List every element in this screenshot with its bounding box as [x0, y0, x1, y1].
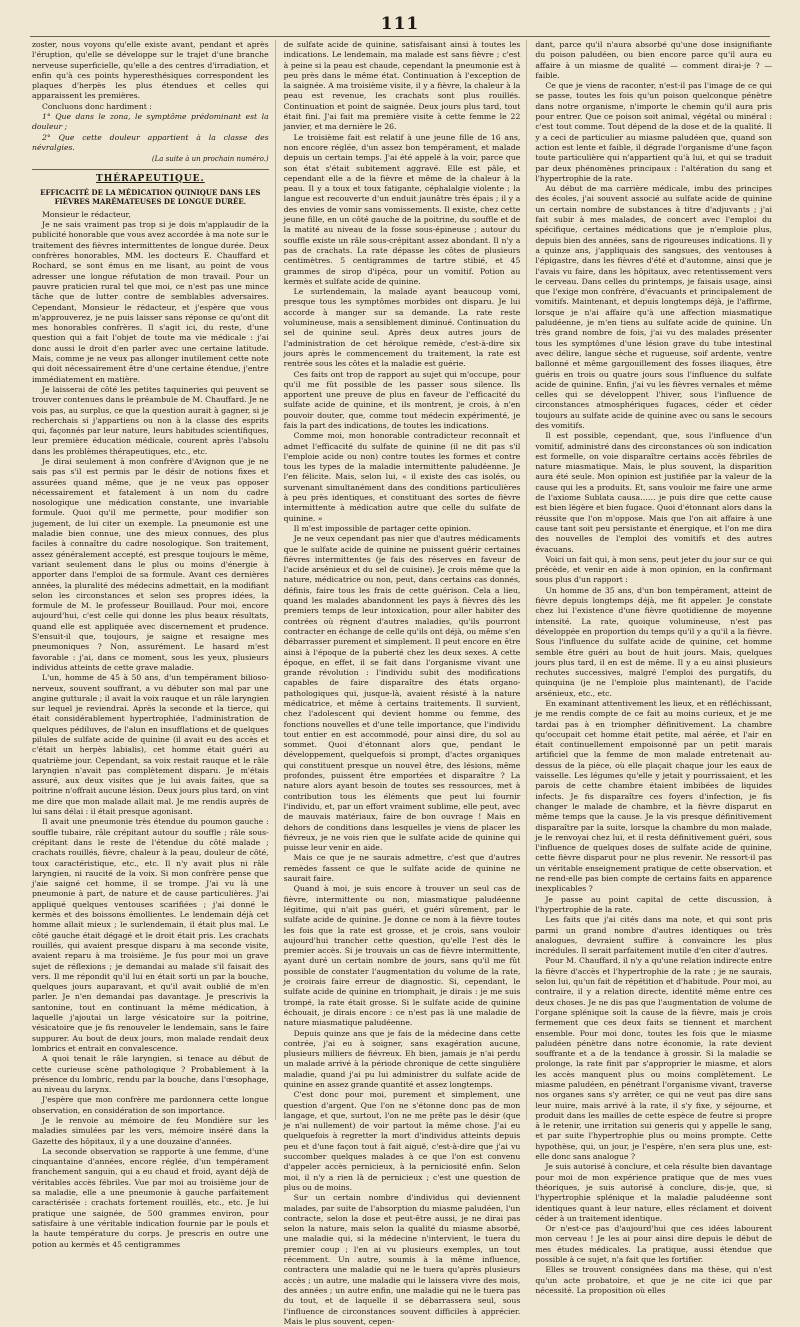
- paragraph: Je le renvoie au mémoire de feu Mondière sur les maladies simulées par les vers, mémoire inséré dans la Gazette des hôpitaux, il y a une douzaine d'années.: [32, 1115, 269, 1146]
- paragraph: Je suis autorisé à conclure, et cela résulte bien davantage pour moi de mon expérience pratique que de mes vues théoriques, je suis autorisé à conclure, dis-je, que, si l'hypertrophie splénique et la maladie paludéenne sont identiques quant à leur nature, elles réclament et doivent céder à un traitement identique.: [535, 1162, 773, 1223]
- paragraph: de sulfate acide de quinine, satisfaisant ainsi à toutes les indications. Le lendemain, ma malade est sans fièvre ; c'est à peine si la peau est chaude, cependant la pneumonie est à peu près dans le même état. Continuation à l'exception de la saignée. A ma troisième visite, il y a fièvre, la chaleur à la peau est revenue, les crachats sont plus rouillés. Continuation et point de saignée. Deux jours plus tard, tout était fini. J'ai fait ma première visite à cette femme le 22 janvier, et ma dernière le 26.: [283, 40, 521, 132]
- paragraph: Voici un fait qui, à mon sens, peut jeter du jour sur ce qui précède, et venir en aide à mon opinion, en la confirmant sous plus d'un rapport :: [535, 554, 773, 585]
- paragraph: Je ne veux cependant pas nier que d'autres médicaments que le sulfate acide de quinine ne puissent guérir certaines fièvres intermittentes (je fais des réserves en faveur de l'acide arsénieux et du sel de cuisine). Je crois même que la nature, médicatrice ou non, peut, dans certains cas donnés, définis, faire tous les frais de cette guérison. Cela a lieu, quand les malades abandonnent les pays à fièvres dès les premiers temps de leur intoxication, pour aller habiter des contrées où règnent d'autres maladies, qu'ils pourront contracter en échange de celle qu'ils ont déjà, ou même s'en débarrasser purement et simplement. Il peut encore en être ainsi à l'époque de la puberté chez les deux sexes. A cette époque, en effet, il se fait dans l'organisme vivant une grande révolution : l'individu subit des modifications capables de faire disparaître des états organo-pathologiques qui, jusque-là, avaient résisté à la nature médicatrice, et même à certains traitements. Il survient, chez l'adolescent qui devient homme ou femme, des fonctions nouvelles et d'une telle importance, que l'individu tout entier en est accommodé, pour ainsi dire, du sol au sommet. Quoi d'étonnant alors que, pendant le développement, quelquefois si prompt, d'actes organiques qui constituent presque un nouvel être, des lésions, même profondes, puissent être emportées et disparaître ? La nature alors ayant besoin de toutes ses ressources, met à contribution tous les éléments que peut lui fournir l'individu, et, par un effort vraiment sublime, elle peut, avec de mauvais matériaux, faire de bon ouvrage ! Mais en dehors de conditions dans lesquelles je viens de placer les fiévreux, je ne vois rien que le sulfate acide de quinine qui puisse leur venir en aide.: [283, 534, 521, 853]
- paragraph: Il avait une pneumonie très étendue du poumon gauche : souffle tubaire, râle crépitant autour du souffle ; râle sous-crépitant dans le reste de l'étendue du côté malade ; crachats rouillés, fièvre, chaleur à la peau, douleur de côté, toux caractéristique, etc., etc. Il n'y avait plus ni râle laryngien, ni raucité de la voix. Si mon confrère pense que j'aie saigné cet homme, il se trompe. J'ai vu là une pneumonie à part, de nature et de cause particulières. J'ai appliqué quelques ventouses scarifiées ; j'ai donné le kermès et des boissons émollientes. Le lendemain déjà cet homme allait mieux ; le surlendemain, il était plus mal. Le côté gauche était dégagé et le droit était pris. Les crachats rouillés, qui avaient presque disparu à ma seconde visite, avaient reparu à ma troisième. Je fus pour moi un grave sujet de réflexions ; je demandai au malade s'il faisait des vers. Il me répondit qu'il lui en était sorti un par la bouche, quelques jours auparavant, et qu'il avait oublié de m'en parler. Je n'en demandai pas davantage. Je prescrivis la santonine, tout en continuant la même médication, à laquelle j'ajoutai un large vésicatoire sur la poitrine, vésicatoire que je fis renouveler le lendemain, sans le faire suppurer. Au bout de deux jours, mon malade rendait deux lombrics et entrait en convalescence.: [32, 817, 269, 1053]
- paragraph: Ces faits ont trop de rapport au sujet qui m'occupe, pour qu'il me fût possible de les passer sous silence. Ils apportent une preuve de plus en faveur de l'efficacité du sulfate acide de quinine, et ils montrent, je crois, à n'en pouvoir douter, que, comme tout médecin expérimenté, je fais la part des indications, de toutes les indications.: [283, 369, 521, 430]
- section-title: THÉRAPEUTIQUE.: [96, 173, 205, 184]
- page-number: 111: [380, 14, 420, 34]
- paragraph: Sur un certain nombre d'individus qui deviennent malades, par suite de l'absorption du miasme paludéen, l'un contracte, selon la dose et peut-être aussi, je ne dirai pas selon la nature, mais selon la qualité du miasme absorbé, une maladie qui, si la médecine n'intervient, le tuera du premier coup ; l'en ai vu plusieurs exemples, un tout récemment. Un autre, soumis à la même influence, contractera une maladie qui ne le tuera qu'après plusieurs accès ; un autre, une maladie qui le laissera vivre des mois, des années ; un autre enfin, une maladie qui ne le tuera pas du tout, et de laquelle il se débarrassera seul, sous l'influence de circonstances souvent difficiles à apprécier. Mais le plus souvent, cepen-: [283, 1193, 521, 1326]
- section-divider: [32, 169, 269, 170]
- paragraph: Un homme de 35 ans, d'un bon tempérament, atteint de fièvre depuis longtemps déjà, me fit appeler. Je constate chez lui l'existence d'une fièvre quotidienne de moyenne intensité. La rate, quoique volumineuse, n'est pas développée en proportion du temps qu'il y a qu'il a la fièvre. Sous l'influence du sulfate acide de quinine, cet homme semble être guéri au bout de huit jours. Mais, quelques jours plus tard, il en est de même. Il y a eu ainsi plusieurs rechutes successives, malgré l'emploi des purgatifs, du quinquina (je ne l'emploie plus maintenant), de l'acide arsénieux, etc., etc.: [535, 585, 773, 698]
- conclusion-item-1: 1° Que dans le zona, le symptôme prédominant est la douleur ;: [32, 112, 269, 132]
- paragraph: Je passe au point capital de cette discussion, à l'hypertrophie de la rate.: [535, 894, 773, 914]
- column-3: [535, 40, 773, 1295]
- paragraph: C'est donc pour moi, purement et simplement, une question d'argent. Que l'on ne s'étonne donc pas de mon langage, et que, surtout, l'on ne me prête pas le désir (que je n'ai nullement) de voir partout la même chose. J'ai eu quelquefois à regretter la mort d'individus atteints depuis peu et d'une façon tout à fait aiguë, c'est-à-dire que j'ai vu succomber quelques malades à ce que l'on est convenu d'appeler accès pernicieux, à la perniciosité enfin. Selon moi, il n'y a rien là de pernicieux ; c'est une question de plus ou de moins.: [283, 1090, 521, 1192]
- paragraph: dant, parce qu'il n'aura absorbé qu'une dose insignifiante du poison paludéen, ou bien encore parce qu'il aura eu affaire à un miasme de qualité — comment dirai-je ? — faible.: [535, 40, 773, 80]
- paragraph: Le troisième fait est relatif à une jeune fille de 16 ans, non encore réglée, d'un assez bon tempérament, et malade depuis un certain temps. J'ai été appelé à la voir, parce que son état s'était subitement aggravé. Elle est pâle, et cependant elle a de la fièvre et même de la chaleur à la peau. Il y a toux et toux fatigante, céphalalgie violente ; la langue est recouverte d'un enduit jaunâtre très épais ; il y a des envies de vomir sans vomissements. Il existe, chez cette jeune fille, en un côté gauche de la poitrine, du souffle et de la matité au niveau de la fosse sous-épineuse ; autour du souffle existe un râle sous-crépitant assez abondant. Il n'y a pas de crachats. La rate dépasse les côtes de plusieurs centimètres. 5 centigrammes de tartre stibié, et 45 grammes de sirop d'ipéca, pour un vomitif. Potion au kermès et sulfate acide de quinine.: [283, 132, 521, 286]
- paragraph: Il est possible, cependant, que, sous l'influence d'un vomitif, administré dans des circonstances où son indication est formelle, on voie disparaître certains accès fébriles de nature miasmatique. Mais, le plus souvent, la disparition aura été seule. Mon opinion est justifiée par la valeur de la cause qui les a produits. Et, sans vouloir me faire une arme de l'axiome Sublata causa…… je puis dire que cette cause est bien légère et bien fugace. Quoi d'étonnant alors dans la réussite que l'on m'oppose. Mais que l'on ait affaire à une cause tant soit peu persistante et énergique, et l'on me dira des nouvelles de l'emploi des vomitifs et des autres évacuans.: [535, 431, 773, 554]
- paragraph: zoster, nous voyons qu'elle existe avant, pendant et après l'éruption, qu'elle se développe sur le trajet d'une branche nerveuse superficielle, qu'elle a des centres d'irradiation, et enfin qu'à ces points hyperesthésiques correspondent les plaques d'herpès les plus étendues et celles qui apparaissent les premières.: [32, 40, 269, 101]
- paragraph: La seconde observation se rapporte à une femme, d'une cinquantaine d'années, encore réglée, d'un tempérament franchement sanguin, qui a eu chaud et froid, ayant déjà de véritables accès fébriles. Vue par moi au troisième jour de sa maladie, elle a une pneumonie à gauche parfaitement caractérisée : crachats fortement rouillés, etc., etc. Je lui pratique une saignée, de 500 grammes environ, pour satisfaire à une véritable indication fournie par le pouls et la haute température du corps. Je prescris en outre une potion au kermès et 45 centigrammes: [32, 1146, 269, 1249]
- paragraph: Concluons donc hardiment :: [42, 101, 152, 111]
- column-1: [32, 40, 276, 1249]
- paragraph: En examinant attentivement les lieux, et en réfléchissant, je me rendis compte de ce fait au moins curieux, et je me tardai pas à en triompher définitivement. La chambre qu'occupait cet homme était petite, mal aérée, et l'air en était continuellement empoisonné par un petit marais artificiel que la femme de mon malade entretenait au-dessus de la pièce, où elle plaçait chaque jour les eaux de vaisselle. Les légumes qu'elle y jetait y pourrissaient, et les parois de cette chambre étaient imbibées de liquides infects. Je fis disparaître ces foyers d'infection, je fis changer le malade de chambre, et la fièvre disparut en même temps que la cause. Je la vis presque définitivement disparaître par la suite, lorsque la chambre du mon malade, je le renvoyai chez lui, et il resta définitivement guéri, sous l'influence de quelques doses de sulfate acide de quinine, cette fièvre disparut pour ne plus revenir. Ne ressort-il pas un véritable enseignement pratique de cette observation, et ne rend-elle pas bien compte de certains faits en apparence inexplicables ?: [535, 699, 773, 894]
- text-columns: [32, 40, 773, 1326]
- paragraph: Depuis quinze ans que je fais de la médecine dans cette contrée, j'ai eu à soigner, sans exagération aucune, plusieurs milliers de fiévreux. Eh bien, jamais je n'ai perdu un malade arrivé à la période chronique de cette singulière maladie, quand j'ai pu lui administrer du sulfate acide de quinine en assez grande quantité et assez longtemps.: [283, 1028, 521, 1089]
- paragraph: Je dirai seulement à mon confrère d'Avignon que je ne sais pas s'il est permis par le désir de notions fixes et assurées quand même, que je ne veux pas opposer nécessairement et fatalement à un nom du cadre nosologique une médication constante, une invariable formule. Quoi qu'il me permette, pour modifier son jugement, de lui citer un exemple. La pneumonie est une maladie bien connue, une des mieux connues, des plus faciles à connaître du cadre nosologique. Son traitement, assez généralement accepté, est presque toujours le même, variant seulement dans le plus ou moins d'énergie à apporter dans l'emploi de sa formule. Avant ces dernières années, la pluralité des médecins admettait, en la modifiant selon les circonstances et selon ses propres idées, la formule de M. le professeur Bouillaud. Pour moi, encore aujourd'hui, c'est celle qui donne les plus beaux résultats, quand elle est appliquée avec discernement et prudence. S'ensuit-il que, toujours, je saigne et resaigne mes pneumoniques ? Non, assurément. Le hasard m'est favorable : j'ai, dans ce moment, sous les yeux, plusieurs individus atteints de cette grave maladie.: [32, 456, 269, 672]
- paragraph: Ce que je viens de raconter, n'est-il pas l'image de ce qui se passe, toutes les fois qu'un poison quelconque pénètre dans notre organisme, n'importe le chemin qu'il aura pris pour entrer. Que ce poison soit animal, végétal ou minéral : c'est tout comme. Tout dépend de la dose et de la qualité. Il y a ceci de particulier au miasme paludéen que, quand son action est lente et faible, il dégrade l'organisme d'une façon toute particulière qui n'appartient qu'à lui, et qui se traduit par deux phénomènes principaux : l'altération du sang et l'hypertrophie de la rate.: [535, 81, 773, 183]
- paragraph: Or n'est-ce pas d'aujourd'hui que ces idées labourent mon cerveau ! Je les ai pour ainsi dire depuis le début de mes études médicales. La pratique, aussi étendue que possible à ce sujet, n'a fait que les fortifier.: [535, 1224, 773, 1265]
- conclusion-item-2: 2° Que cette douleur appartient à la classe des névralgies.: [32, 132, 269, 152]
- salutation: Monsieur le rédacteur,: [42, 209, 131, 219]
- paragraph: Il m'est impossible de partager cette opinion.: [293, 523, 471, 533]
- paragraph: Quand à moi, je suis encore à trouver un seul cas de fièvre, intermittente ou non, miasmatique paludéenne légitime, qui n'ait pas guéri, et guéri sûrement, par le sulfate acide de quinine. Je donne ce nom à la fièvre toutes les fois que la rate est grosse, et je crois, sans vouloir aujourd'hui trancher cette question, qu'elle l'est dès le premier accès. Si je trouvais un cas de fièvre intermittente, ayant duré un certain nombre de jours, sans qu'il me fût possible de constater l'augmentation du volume de la rate, je croirais faire erreur de diagnostic. Si, cependant, le sulfate acide de quinine en triomphait, je dirais : je me suis trompé, la rate était grosse. Si le sulfate acide de quinine échouait, je dirais encore : ce n'est pas là une maladie de nature miasmatique paludéenne.: [283, 884, 521, 1028]
- column-2: [283, 40, 528, 1326]
- header-rule: [30, 36, 770, 37]
- paragraph: Au début de ma carrière médicale, imbu des principes des écoles, j'ai souvent associé au sulfate acide de quinine un certain nombre de substances à titre d'adjuvants ; j'ai fait subir à mes malades, de concert avec l'emploi du spécifique, certaines médications que je n'emploie plus, depuis bien des années, sans de rigoureuses indications. Il y a quinze ans, j'appliquais des sangsues, des ventouses à l'épigastre, dans les fièvres d'été et d'automne, ainsi que je l'avais vu faire, dans les hôpitaux, avec retentissement vers le cerveau. Dans celles du printemps, je faisais usage, ainsi que l'exige mon confrère, d'évacuants et principalement de vomitifs. Maintenant, et depuis longtemps déjà, je l'affirme, lorsque je n'ai affaire qu'à une affection miasmatique paludéenne, je m'en tiens au sulfate acide de quinine. Un très grand nombre de fois, j'ai vu des malades présenter tous les symptômes d'une lésion grave du tube intestinal avec délire, langue sèche et rugueuse, soif ardente, ventre ballonné et même gargouillement des fosses iliaques, être guéris en trois ou quatre jours sous l'influence du sulfate acide de quinine. Enfin, j'ai vu les fièvres vernales et même celles qui se développent l'hiver, sous l'influence de circonstances atmosphériques fugaces, céder et céder toujours au sulfate acide de quinine avec ou sans le secours des vomitifs.: [535, 184, 773, 430]
- paragraph: Comme moi, mon honorable contradicteur reconnaît et admet l'efficacité du sulfate de quinine (il ne dit pas s'il l'emploie acide ou non) contre toutes les formes et contre tous les types de la maladie intermittente paludéenne. Je l'en félicite. Mais, selon lui, « il existe des cas isolés, ou survenant simultanément dans des conditions particulières à peu près identiques, et constituant des sortes de fièvre intermittente à médication autre que celle du sulfate de quinine. »: [283, 431, 521, 523]
- paragraph: Elles se trouvent consignées dans ma thèse, qui n'est qu'un acte probatoire, et que je ne cite ici que par nécessité. La proposition où elles: [535, 1265, 773, 1295]
- paragraph: Je laisserai de côté les petites taquineries qui peuvent se trouver contenues dans le préambule de M. Chauffard. Je ne vois pas, au surplus, ce que la question aurait à gagner, si je recherchais si j'appartiens ou non à la classe des esprits qui, façonnés par leur nature, leurs habitudes scientifiques, leur première éducation médicale, courent après l'absolu dans les problèmes thérapeutiques, etc., etc.: [32, 384, 269, 456]
- paragraph: A quoi tenait le râle laryngien, si tenace au début de cette curieuse scène pathologique ? Probablement à la présence du lombric, rendu par la bouche, dans l'œsophage, au niveau du larynx.: [32, 1054, 269, 1095]
- paragraph: J'espère que mon confrère me pardonnera cette longue observation, en considération de son importance.: [32, 1095, 269, 1115]
- paragraph: Pour M. Chauffard, il n'y a qu'une relation indirecte entre la fièvre d'accès et l'hypertrophie de la rate ; je ne saurais, selon lui, qu'un fait de répétition et d'habitude. Pour moi, au contraire, il y a relation directe, identité même entre ces deux choses. Je ne dis pas que l'augmentation de volume de l'organe splénique soit la cause de la fièvre, mais je crois fermement que ces deux faits se tiennent et marchent ensemble. Pour moi donc, toutes les fois que le miasme paludéen pénètre dans notre économie, la rate devient souffrante et a de la tendance à grossir. Si la maladie se prolonge, la rate finit par s'approprier le miasme, et alors les accès manquent plus ou moins complètement. Le miasme paludéen, en pénétrant l'organisme vivant, traverse nos organes sans s'y arrêter, ce qui ne veut pas dire sans leur nuire, mais arrivé à la rate, il s'y fixe, y séjourne, et produit dans les mailles de cette espèce de feutre si propre à le retenir, une irritation sui generis qui y appelle le sang, et par suite l'hypertrophie plus ou moins prompte. Cette hypothèse, qui, un jour, je l'espère, n'en sera plus une, est-elle donc sans analogue ?: [535, 956, 773, 1162]
- paragraph: Je ne sais vraiment pas trop si je dois m'applaudir de la publicité honorable que vous avez accordée à ma note sur le traitement des fièvres intermittentes de longue durée. Deux confrères honorables, MM. les docteurs E. Chauffard et Rochard, se sont émus en me lisant, au point de vous adresser une longue réfutation de mon travail. Pour un pauvre praticien rural tel que moi, ce n'est pas une mince tâche que de lutter contre de semblables adversaires. Cependant, Monsieur le rédacteur, et j'espère que vous m'approuverez, je ne puis laisser sans réponse ce qu'ont dit mes honorables confrères. Il s'agit ici, du reste, d'une question qui a fait l'objet de toute ma vie médicale : j'ai donc aussi le droit d'en parler avec une certaine latitude. Mais, comme je ne veux pas allonger inutilement cette note qui doit nécessairement être d'une certaine étendue, j'entre immédiatement en matière.: [32, 220, 269, 384]
- paragraph: Le surlendemain, la malade ayant beaucoup vomi, presque tous les symptômes morbides ont disparu. Je lui accorde à manger sur sa demande. La rate reste volumineuse, mais a sensiblement diminué. Continuation du sel de quinine seul. Après deux autres jours de l'administration de cet héroïque remède, c'est-à-dire six jours après le commencement du traitement, la rate est rentrée sous les côtes et la maladie est guérie.: [283, 287, 521, 369]
- paragraph: Les faits que j'ai cités dans ma note, et qui sont pris parmi un grand nombre d'autres identiques ou très analogues, devraient suffire à convaincre les plus incrédules. Il serait parfaitement inutile d'en citer d'autres.: [535, 915, 773, 956]
- article-title: EFFICACITÉ DE LA MÉDICATION QUINIQUE DANS LES FIÈVRES MARÉMATEUSES DE LONGUE DURÉE.: [40, 187, 261, 206]
- paragraph: Mais ce que je ne saurais admettre, c'est que d'autres remèdes fassent ce que le sulfate acide de quinine ne saurait faire.: [283, 853, 521, 884]
- paragraph: L'un, homme de 45 à 50 ans, d'un tempérament bilioso-nerveux, souvent souffrant, a vu débuter son mal par une angine gutturale ; il avait la voix rauque et un râle laryngien sur lequel je reviendrai. Après la seconde et la tierce, qui était considérablement hypertrophiée, l'administration de quelques pédiluves, de l'alun en insufflations et de quelques pilules de sulfate acide de quinine (il avait eu des accès et c'était un herpès labialis), cet homme était guéri au quatrième jour. Cependant, sa voix restait rauque et le râle laryngien n'avait pas complètement disparu. Je m'étais assuré, aux deux visites que je lui avais faites, que sa poitrine n'offrait aucune lésion. Deux jours plus tard, on vint me dire que mon malade allait mal. Je me rendis auprès de lui sans délai : il était presque agonisant.: [32, 673, 269, 817]
- continuation-note: (La suite à un prochain numéro.): [151, 155, 269, 164]
